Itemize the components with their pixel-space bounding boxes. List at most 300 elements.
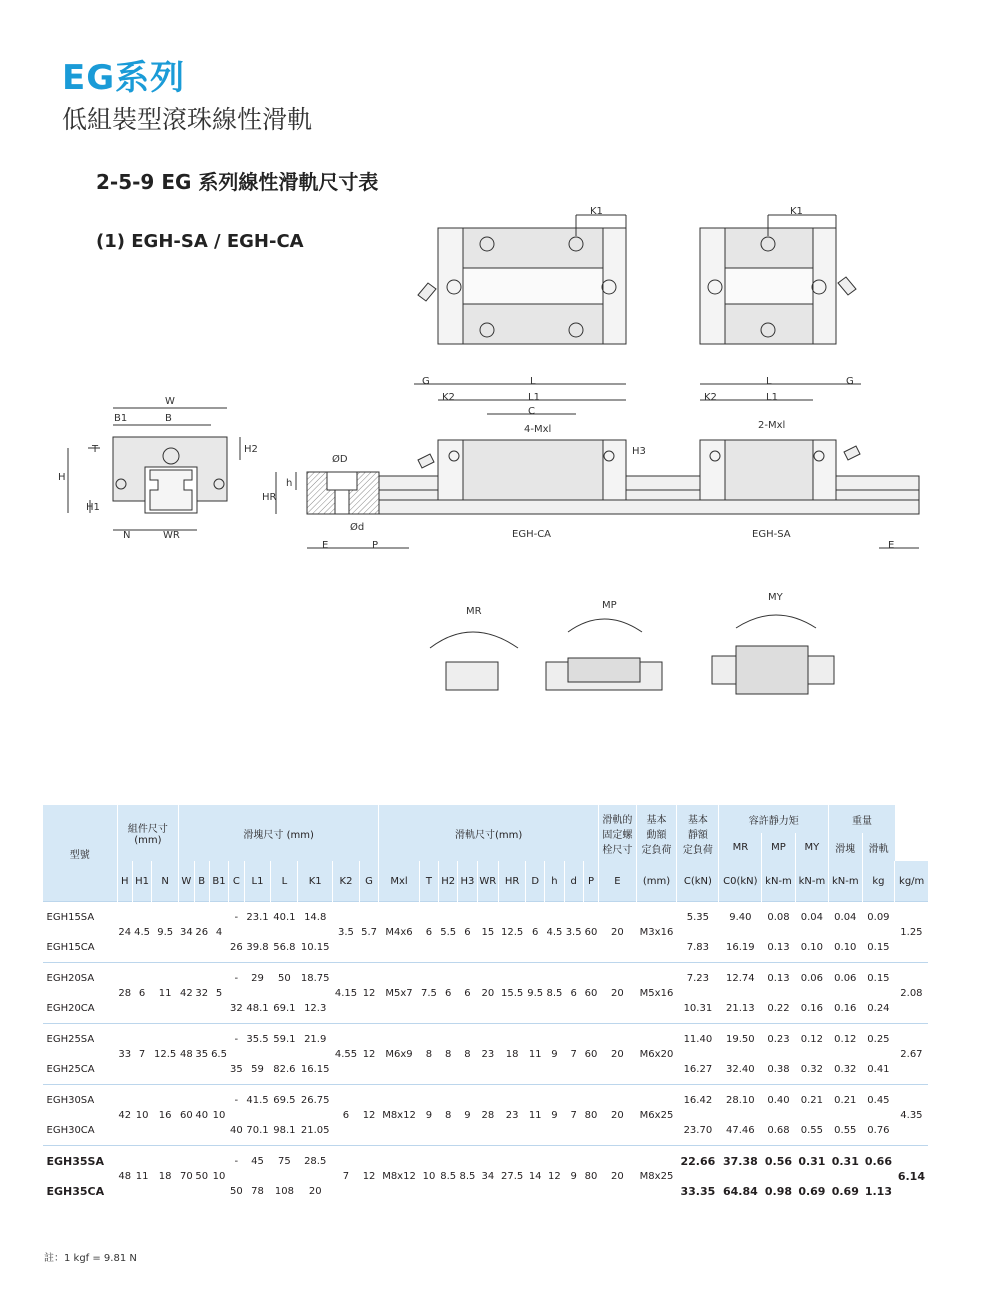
table-cell: - (229, 1085, 244, 1116)
header-col: K1 (298, 861, 333, 902)
table-cell: 27.5 (499, 1146, 526, 1207)
table-cell: 21.9 (298, 1024, 333, 1055)
model-cell: EGH15SA (43, 902, 118, 933)
table-cell: 0.06 (829, 963, 862, 994)
table-cell: 33.35 (677, 1176, 719, 1206)
header-col: P (583, 861, 598, 902)
table-cell: 9 (458, 1085, 477, 1146)
table-cell: 0.15 (862, 932, 895, 963)
table-cell: 1.13 (862, 1176, 895, 1206)
table-cell: 11 (132, 1146, 151, 1207)
header-col: L (271, 861, 298, 902)
model-cell: EGH20CA (43, 993, 118, 1024)
header-col: L1 (244, 861, 271, 902)
table-cell: 0.15 (862, 963, 895, 994)
model-cell: EGH20SA (43, 963, 118, 994)
table-cell: 59 (244, 1054, 271, 1085)
table-cell: 0.68 (762, 1115, 795, 1146)
model-cell: EGH25SA (43, 1024, 118, 1055)
table-cell: 26.75 (298, 1085, 333, 1116)
table-cell: 26 (229, 932, 244, 963)
table-cell: 60 (179, 1085, 194, 1146)
label-L-sa: L (766, 376, 772, 387)
header-col: d (564, 861, 583, 902)
table-cell: 0.04 (795, 902, 828, 933)
header-moment: 容許靜力矩 (719, 805, 829, 833)
table-cell: 0.56 (762, 1146, 795, 1177)
header-static: 基本 靜額 定負荷 (677, 805, 719, 861)
table-cell: 11 (526, 1085, 545, 1146)
table-cell: 5.5 (439, 902, 458, 963)
table-cell: 47.46 (719, 1115, 762, 1146)
table-cell: 12 (359, 1024, 378, 1085)
table-cell: 16.19 (719, 932, 762, 963)
table-cell: 16.15 (298, 1054, 333, 1085)
table-cell: 0.25 (862, 1024, 895, 1055)
table-cell: 8 (419, 1024, 438, 1085)
table-cell: 60 (583, 1024, 598, 1085)
table-cell: 8.5 (545, 963, 564, 1024)
label-L-ca: L (530, 376, 536, 387)
table-cell: 20 (599, 1085, 637, 1146)
table-cell: 12.3 (298, 993, 333, 1024)
table-cell: 12.5 (499, 902, 526, 963)
table-cell: 28 (477, 1085, 499, 1146)
table-cell: 16 (152, 1085, 179, 1146)
table-cell: 9.5 (152, 902, 179, 963)
header-col: B (194, 861, 209, 902)
table-cell: 0.24 (862, 993, 895, 1024)
label-B1: B1 (114, 413, 128, 424)
table-cell: 24 (117, 902, 132, 963)
table-cell: M6x9 (379, 1024, 420, 1085)
table-cell: 0.10 (795, 932, 828, 963)
table-cell: 0.31 (795, 1146, 828, 1177)
table-cell: 6 (439, 963, 458, 1024)
top-view-sa (700, 215, 856, 344)
header-col: G (359, 861, 378, 902)
label-MY: MY (768, 592, 783, 603)
header-unit: kN-m (762, 861, 795, 902)
table-cell: 7 (132, 1024, 151, 1085)
table-cell: 20 (477, 963, 499, 1024)
table-cell: 40.1 (271, 902, 298, 933)
model-cell: EGH35CA (43, 1176, 118, 1206)
table-cell: - (229, 1024, 244, 1055)
label-OD: ØD (332, 454, 348, 465)
label-E-left: E (322, 540, 329, 551)
table-cell: 32 (229, 993, 244, 1024)
table-cell: 7.23 (677, 963, 719, 994)
table-cell: 0.06 (795, 963, 828, 994)
header-col: H (117, 861, 132, 902)
label-H3: H3 (632, 446, 646, 457)
table-cell: 9.40 (719, 902, 762, 933)
table-cell: 6 (458, 902, 477, 963)
header-col: E (599, 861, 637, 902)
table-cell: 8.5 (439, 1146, 458, 1207)
table-cell: 60 (583, 902, 598, 963)
table-cell: 45 (244, 1146, 271, 1177)
table-cell: 11.40 (677, 1024, 719, 1055)
table-cell: 0.38 (762, 1054, 795, 1085)
table-cell: 5.7 (359, 902, 378, 963)
table-cell: 4.15 (333, 963, 360, 1024)
table-cell: 15.5 (499, 963, 526, 1024)
table-cell: 14 (526, 1146, 545, 1207)
table-cell: - (229, 963, 244, 994)
table-cell: 69.1 (271, 993, 298, 1024)
table-cell: 6 (458, 963, 477, 1024)
header-unit: kN-m (829, 861, 862, 902)
table-cell: 8 (439, 1024, 458, 1085)
table-cell: M5x7 (379, 963, 420, 1024)
table-cell: 6.14 (895, 1146, 928, 1207)
table-cell: 4 (209, 902, 228, 963)
header-col: Mxl (379, 861, 420, 902)
table-cell: 0.55 (829, 1115, 862, 1146)
label-E-right: E (888, 540, 895, 551)
table-cell: 6 (419, 902, 438, 963)
table-cell: 23.1 (244, 902, 271, 933)
table-cell: 9 (545, 1024, 564, 1085)
header-col: C (229, 861, 244, 902)
model-cell: EGH30SA (43, 1085, 118, 1116)
table-cell: 0.40 (762, 1085, 795, 1116)
table-cell: 6 (333, 1085, 360, 1146)
table-cell: 108 (271, 1176, 298, 1206)
label-egh-sa: EGH-SA (752, 529, 791, 540)
label-K1-ca: K1 (590, 206, 603, 217)
table-cell: M6x20 (636, 1024, 677, 1085)
table-cell: 7 (564, 1024, 583, 1085)
label-K2-sa: K2 (704, 392, 717, 403)
header-rail: 滑軌尺寸(mm) (379, 805, 599, 861)
table-cell: 6 (526, 902, 545, 963)
table-cell: 12 (359, 963, 378, 1024)
moment-icons (430, 615, 834, 694)
label-L1-sa: L1 (766, 392, 778, 403)
table-cell: 7 (333, 1146, 360, 1207)
table-cell: 9 (419, 1085, 438, 1146)
table-cell: 32.40 (719, 1054, 762, 1085)
model-cell: EGH30CA (43, 1115, 118, 1146)
table-row (43, 902, 929, 933)
table-cell: 4.5 (132, 902, 151, 963)
table-cell: 20 (599, 1146, 637, 1207)
table-cell: 2.67 (895, 1024, 928, 1085)
header-sub: MP (762, 833, 795, 861)
table-cell: 33 (117, 1024, 132, 1085)
table-cell: 3.5 (333, 902, 360, 963)
label-Od: Ød (350, 522, 365, 533)
label-HR: HR (262, 492, 277, 503)
table-cell: 0.23 (762, 1024, 795, 1055)
table-cell: M8x25 (636, 1146, 677, 1207)
table-cell: 0.08 (762, 902, 795, 933)
table-cell: 6.5 (209, 1024, 228, 1085)
table-cell: 5 (209, 963, 228, 1024)
table-cell: 0.13 (762, 963, 795, 994)
subsection-title: (1) EGH-SA / EGH-CA (96, 231, 304, 252)
table-cell: 35 (229, 1054, 244, 1085)
header-sub: MY (795, 833, 828, 861)
header-unit: kg (862, 861, 895, 902)
table-cell: 0.13 (762, 932, 795, 963)
table-cell: 37.38 (719, 1146, 762, 1177)
table-cell: 78 (244, 1176, 271, 1206)
table-cell: 0.21 (795, 1085, 828, 1116)
table-cell: 50 (194, 1146, 209, 1207)
table-cell: 0.04 (829, 902, 862, 933)
header-col: h (545, 861, 564, 902)
table-cell: 64.84 (719, 1176, 762, 1206)
header-weight: 重量 (829, 805, 895, 833)
table-cell: 48 (179, 1024, 194, 1085)
table-cell: 59.1 (271, 1024, 298, 1055)
table-cell: 14.8 (298, 902, 333, 933)
table-cell: 32 (194, 963, 209, 1024)
table-cell: 0.21 (829, 1085, 862, 1116)
label-MR: MR (466, 606, 482, 617)
label-B: B (165, 413, 172, 424)
section-title: 2-5-9 EG 系列線性滑軌尺寸表 (96, 170, 379, 194)
table-cell: 0.31 (829, 1146, 862, 1177)
table-cell: 11 (152, 963, 179, 1024)
label-WR: WR (163, 530, 180, 541)
table-cell: 9 (564, 1146, 583, 1207)
table-cell: 8 (439, 1085, 458, 1146)
table-cell: 6 (132, 963, 151, 1024)
header-col: HR (499, 861, 526, 902)
header-col: WR (477, 861, 499, 902)
table-cell: 9 (545, 1085, 564, 1146)
table-cell: 1.25 (895, 902, 928, 963)
table-cell: 34 (477, 1146, 499, 1207)
table-cell: 35.5 (244, 1024, 271, 1055)
label-K1-sa: K1 (790, 206, 803, 217)
table-cell: 35 (194, 1024, 209, 1085)
header-col: C0(kN) (719, 861, 762, 902)
table-cell: 28.5 (298, 1146, 333, 1177)
table-cell: 0.55 (795, 1115, 828, 1146)
series-title: EG系列 (62, 58, 186, 98)
model-cell: EGH25CA (43, 1054, 118, 1085)
table-cell: 0.69 (795, 1176, 828, 1206)
table-cell: 42 (179, 963, 194, 1024)
table-cell: 16.42 (677, 1085, 719, 1116)
table-cell: 69.5 (271, 1085, 298, 1116)
table-cell: 11 (526, 1024, 545, 1085)
series-subtitle: 低組裝型滾珠線性滑軌 (62, 105, 313, 134)
header-col: H1 (132, 861, 151, 902)
header-col: C(kN) (677, 861, 719, 902)
table-cell: 26 (194, 902, 209, 963)
table-cell: 50 (229, 1176, 244, 1206)
table-cell: 0.10 (829, 932, 862, 963)
table-cell: 0.16 (795, 993, 828, 1024)
label-L1-ca: L1 (528, 392, 540, 403)
table-cell: 40 (194, 1085, 209, 1146)
table-cell: 22.66 (677, 1146, 719, 1177)
table-cell: 12 (545, 1146, 564, 1207)
label-N: N (123, 530, 131, 541)
table-cell: 0.66 (862, 1146, 895, 1177)
table-cell: 80 (583, 1085, 598, 1146)
header-sub: 滑軌 (862, 833, 895, 861)
header-col: K2 (333, 861, 360, 902)
table-cell: 75 (271, 1146, 298, 1177)
table-cell: 0.12 (795, 1024, 828, 1055)
header-col: W (179, 861, 194, 902)
header-col: N (152, 861, 179, 902)
table-cell: 12.74 (719, 963, 762, 994)
header-dynamic: 基本 動額 定負荷 (636, 805, 677, 861)
header-col: T (419, 861, 438, 902)
table-cell: 0.98 (762, 1176, 795, 1206)
table-cell: 48.1 (244, 993, 271, 1024)
label-4mxl: 4-Mxl (524, 424, 552, 435)
table-cell: 82.6 (271, 1054, 298, 1085)
table-cell: 0.32 (829, 1054, 862, 1085)
table-cell: 21.13 (719, 993, 762, 1024)
header-bolt: 滑軌的 固定螺 栓尺寸 (599, 805, 637, 861)
table-row (43, 1024, 929, 1055)
table-cell: 15 (477, 902, 499, 963)
table-cell: 23.70 (677, 1115, 719, 1146)
table-cell: 4.5 (545, 902, 564, 963)
table-cell: 0.32 (795, 1054, 828, 1085)
table-cell: 0.45 (862, 1085, 895, 1116)
table-cell: 34 (179, 902, 194, 963)
table-cell: 0.76 (862, 1115, 895, 1146)
label-H2: H2 (244, 444, 258, 455)
table-cell: 9.5 (526, 963, 545, 1024)
table-cell: 12.5 (152, 1024, 179, 1085)
table-cell: 20 (599, 902, 637, 963)
table-cell: 16.27 (677, 1054, 719, 1085)
table-cell: M5x16 (636, 963, 677, 1024)
table-cell: M4x6 (379, 902, 420, 963)
header-col: H3 (458, 861, 477, 902)
table-row (43, 1085, 929, 1116)
table-cell: 0.22 (762, 993, 795, 1024)
table-cell: 12 (359, 1085, 378, 1146)
table-cell: 8.5 (458, 1146, 477, 1207)
label-K2-ca: K2 (442, 392, 455, 403)
table-cell: M8x12 (379, 1146, 420, 1207)
header-assembly: 組件尺寸 (mm) (117, 805, 179, 861)
table-cell: 48 (117, 1146, 132, 1207)
table-cell: 70 (179, 1146, 194, 1207)
header-block: 滑塊尺寸 (mm) (179, 805, 379, 861)
side-view (379, 384, 919, 548)
table-cell: 10.15 (298, 932, 333, 963)
table-cell: M8x12 (379, 1085, 420, 1146)
header-unit: kN-m (795, 861, 828, 902)
table-cell: 7 (564, 1085, 583, 1146)
label-T: T (92, 444, 99, 455)
label-2mxl: 2-Mxl (758, 420, 786, 431)
top-view-ca (418, 215, 626, 344)
footnote: 註：1 kgf = 9.81 N (44, 1253, 137, 1264)
header-sub: 滑塊 (829, 833, 862, 861)
table-cell: 10 (132, 1085, 151, 1146)
table-cell: 10 (419, 1146, 438, 1207)
header-unit: kg/m (895, 861, 928, 902)
table-cell: 6 (564, 963, 583, 1024)
header-col: B1 (209, 861, 228, 902)
table-cell: 18.75 (298, 963, 333, 994)
header-col: (mm) (636, 861, 677, 902)
label-H1: H1 (86, 502, 100, 513)
table-cell: 0.09 (862, 902, 895, 933)
header-sub: MR (719, 833, 762, 861)
table-cell: 60 (583, 963, 598, 1024)
model-cell: EGH15CA (43, 932, 118, 963)
label-G-right: G (846, 376, 854, 387)
table-cell: 39.8 (244, 932, 271, 963)
table-cell: 19.50 (719, 1024, 762, 1055)
table-cell: 5.35 (677, 902, 719, 933)
table-cell: 18 (499, 1024, 526, 1085)
table-cell: M6x25 (636, 1085, 677, 1146)
table-cell: 10 (209, 1146, 228, 1207)
table-cell: 42 (117, 1085, 132, 1146)
table-cell: 28.10 (719, 1085, 762, 1116)
table-row (43, 1146, 929, 1177)
table-cell: 28 (117, 963, 132, 1024)
label-egh-ca: EGH-CA (512, 529, 552, 540)
label-P: P (372, 540, 379, 551)
table-cell: 0.12 (829, 1024, 862, 1055)
table-cell: 8 (458, 1024, 477, 1085)
label-h: h (286, 478, 293, 489)
table-cell: 98.1 (271, 1115, 298, 1146)
table-cell: 7.5 (419, 963, 438, 1024)
table-cell: 40 (229, 1115, 244, 1146)
table-cell: - (229, 1146, 244, 1177)
table-cell: 20 (298, 1176, 333, 1206)
header-col: H2 (439, 861, 458, 902)
table-cell: 10 (209, 1085, 228, 1146)
table-cell: 3.5 (564, 902, 583, 963)
table-cell: - (229, 902, 244, 933)
label-G-left: G (422, 376, 430, 387)
table-cell: 23 (477, 1024, 499, 1085)
spec-table (42, 805, 928, 1206)
table-cell: 20 (599, 963, 637, 1024)
table-cell: 0.16 (829, 993, 862, 1024)
table-cell: 56.8 (271, 932, 298, 963)
table-cell: 80 (583, 1146, 598, 1207)
table-cell: 0.41 (862, 1054, 895, 1085)
table-cell: 0.69 (829, 1176, 862, 1206)
table-cell: 12 (359, 1146, 378, 1207)
table-cell: 4.35 (895, 1085, 928, 1146)
table-cell: 41.5 (244, 1085, 271, 1116)
table-cell: 23 (499, 1085, 526, 1146)
model-cell: EGH35SA (43, 1146, 118, 1177)
label-MP: MP (602, 600, 617, 611)
label-H: H (58, 472, 66, 483)
table-cell: 10.31 (677, 993, 719, 1024)
table-cell: 20 (599, 1024, 637, 1085)
label-W: W (165, 396, 175, 407)
table-cell: 4.55 (333, 1024, 360, 1085)
header-model: 型號 (43, 805, 118, 902)
table-cell: 2.08 (895, 963, 928, 1024)
